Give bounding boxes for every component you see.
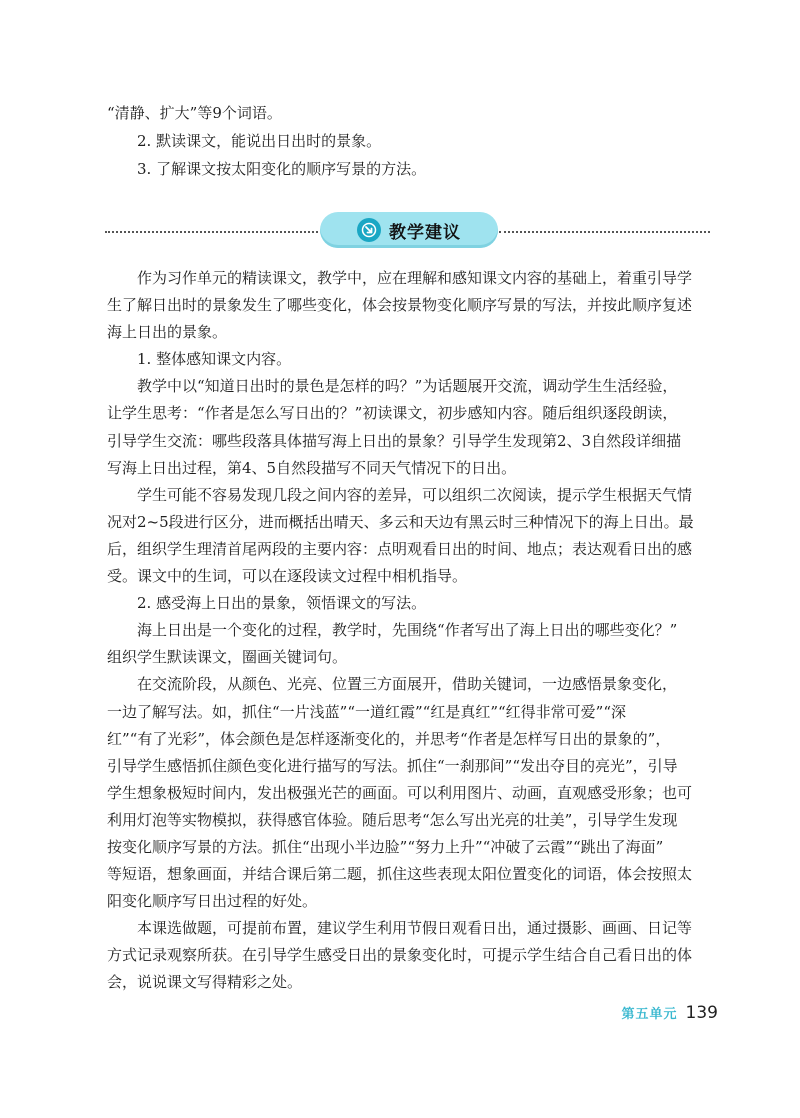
body-line: 等短语，想象画面，并结合课后第二题，抓住这些表现太阳位置变化的词语，体会按照太	[107, 865, 693, 884]
body-line: 海上日出的景象。	[107, 323, 228, 342]
objective-line-3: 3. 了解课文按太阳变化的顺序写景的方法。	[137, 160, 427, 178]
arrow-down-right-icon	[357, 218, 381, 242]
body-line: 引导学生交流：哪些段落具体描写海上日出的景象？引导学生发现第2、3自然段详细描	[107, 431, 682, 450]
body-line: 海上日出是一个变化的过程，教学时，先围绕“作者写出了海上日出的哪些变化？”	[137, 621, 678, 640]
body-line: 教学中以“知道日出时的景色是怎样的吗？”为话题展开交流，调动学生生活经验，	[137, 377, 678, 396]
section-header	[105, 212, 710, 250]
body-line: 1. 整体感知课文内容。	[137, 350, 292, 369]
body-line: 本课选做题，可提前布置，建议学生利用节假日观看日出，通过摄影、画画、日记等	[137, 919, 693, 938]
body-line: 2. 感受海上日出的景象，领悟课文的写法。	[137, 594, 427, 613]
body-line: 作为习作单元的精读课文，教学中，应在理解和感知课文内容的基础上，着重引导学	[137, 269, 693, 287]
section-title: 教学建议	[389, 222, 461, 243]
body-line: 写海上日出过程，第4、5自然段描写不同天气情况下的日出。	[107, 458, 517, 477]
body-line: 阳变化顺序写日出过程的好处。	[107, 892, 318, 911]
page-footer	[622, 1003, 718, 1023]
body-line: 生了解日出时的景象发生了哪些变化，体会按景物变化顺序写景的写法，并按此顺序复述	[107, 296, 693, 315]
body-line: 会，说说课文写得精彩之处。	[107, 973, 303, 992]
body-line: 组织学生默读课文，圈画关键词句。	[107, 648, 348, 667]
body-line: 一边了解写法。如，抓住“一片浅蓝”“一道红霞”“红是真红”“红得非常可爱”“深	[107, 702, 627, 721]
objective-line-2: 2. 默读课文，能说出日出时的景象。	[137, 132, 382, 150]
objective-line-1: “清静、扩大”等9个词语。	[107, 104, 282, 122]
body-line: 利用灯泡等实物模拟，获得感官体验。随后思考“怎么写出光亮的壮美”，引导学生发现	[107, 810, 678, 829]
unit-label: 第五单元	[621, 1007, 678, 1022]
objectives-list	[107, 99, 707, 183]
body-line: 在交流阶段，从颜色、光亮、位置三方面展开，借助关键词，一边感悟景象变化，	[137, 675, 678, 694]
page-number: 139	[685, 1003, 718, 1023]
body-line: 受。课文中的生词，可以在逐段读文过程中相机指导。	[107, 567, 468, 586]
body-line: 方式记录观察所获。在引导学生感受日出的景象变化时，可提示学生结合自己看日出的体	[107, 946, 693, 965]
body-line: 况对2~5段进行区分，进而概括出晴天、多云和天边有黑云时三种情况下的海上日出。最	[107, 512, 694, 531]
dotted-divider-left	[105, 231, 318, 233]
dotted-divider-right	[499, 231, 710, 233]
body-line: 让学生思考：“作者是怎么写日出的？”初读课文，初步感知内容。随后组织逐段朗读，	[107, 404, 678, 423]
section-title-banner	[320, 212, 498, 248]
body-line: 引导学生感悟抓住颜色变化进行描写的写法。抓住“一刹那间”“发出夺目的亮光”，引导	[107, 756, 678, 775]
teaching-suggestions-text	[107, 265, 717, 997]
body-line: 按变化顺序写景的方法。抓住“出现小半边脸”“努力上升”“冲破了云霞”“跳出了海面”	[107, 837, 664, 856]
body-line: 红”“有了光彩”，体会颜色是怎样逐渐变化的，并思考“作者是怎样写日出的景象的”，	[107, 729, 671, 748]
body-line: 学生可能不容易发现几段之间内容的差异，可以组织二次阅读，提示学生根据天气情	[137, 485, 693, 504]
body-line: 学生想象极短时间内，发出极强光芒的画面。可以利用图片、动画，直观感受形象；也可	[107, 783, 693, 802]
body-line: 后，组织学生理清首尾两段的主要内容：点明观看日出的时间、地点；表达观看日出的感	[107, 539, 693, 558]
